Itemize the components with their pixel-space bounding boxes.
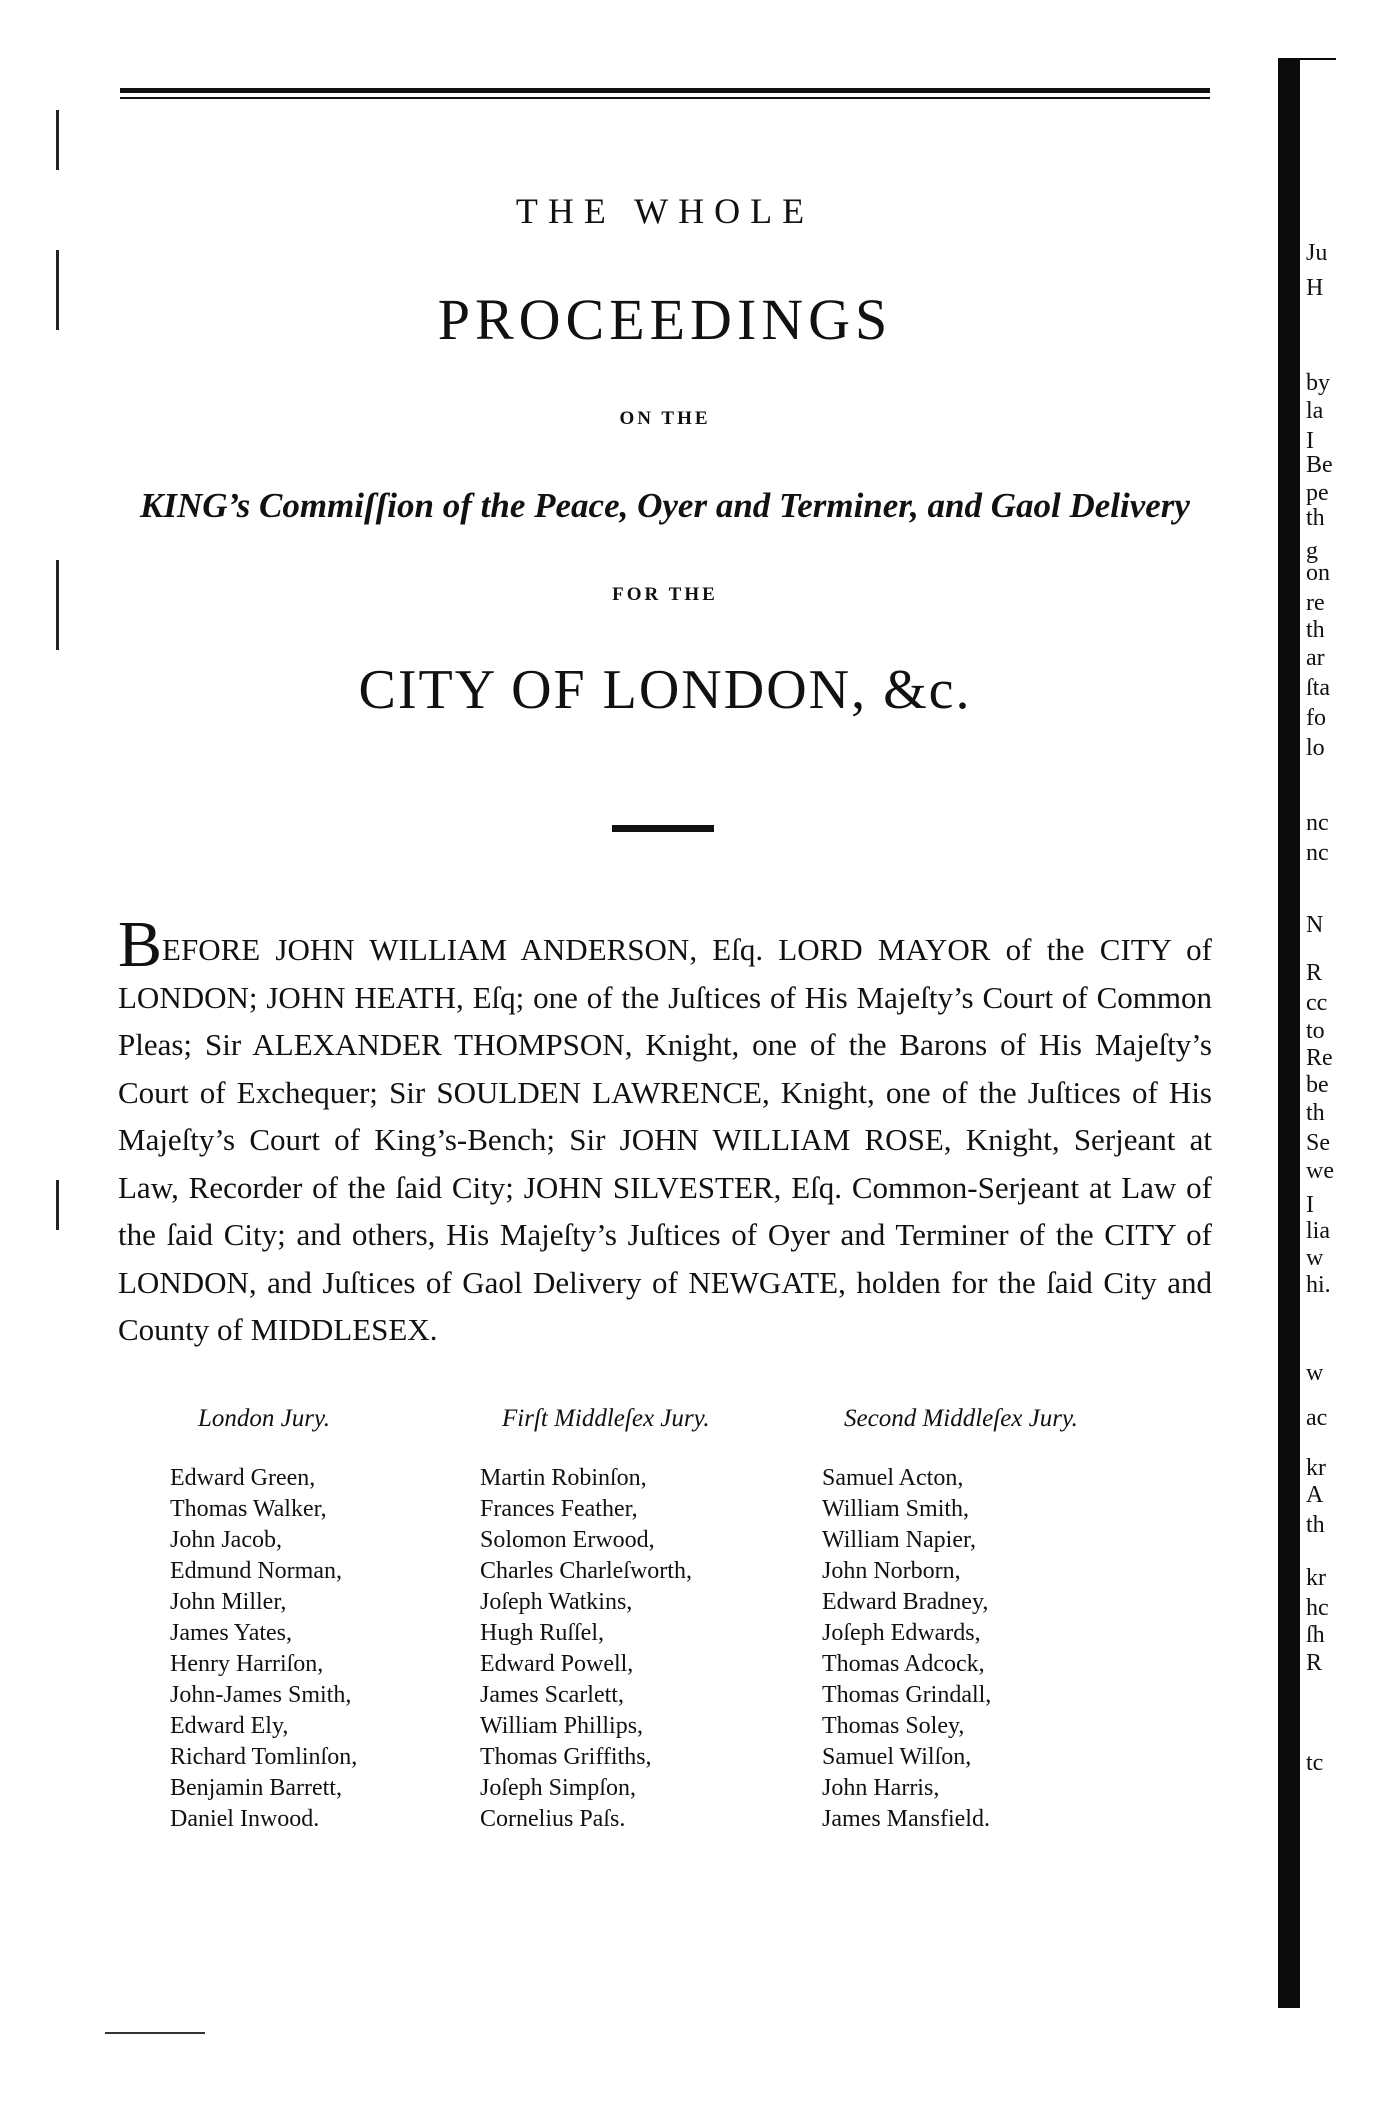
adjacent-page-fragment: g bbox=[1306, 538, 1318, 564]
juror-name: Edward Powell, bbox=[480, 1651, 634, 1677]
juror-name: James Yates, bbox=[170, 1620, 293, 1646]
adjacent-page-fragment: hc bbox=[1306, 1595, 1329, 1621]
adjacent-page-fragment: kr bbox=[1306, 1565, 1326, 1591]
adjacent-page-fragment: be bbox=[1306, 1072, 1329, 1098]
adjacent-page-fragment: la bbox=[1306, 398, 1324, 424]
adjacent-page-fragment: tc bbox=[1306, 1750, 1324, 1776]
juror-name: Richard Tomlinſon, bbox=[170, 1744, 358, 1770]
commission-line: KING’s Commiſſion of the Peace, Oyer and Terminer, and Gaol Delivery bbox=[140, 486, 1190, 525]
juror-name: Edward Ely, bbox=[170, 1713, 289, 1739]
adjacent-page-fragment: H bbox=[1306, 275, 1324, 301]
adjacent-page-fragment: kr bbox=[1306, 1455, 1326, 1481]
margin-mark bbox=[56, 110, 59, 170]
city-heading: CITY OF LONDON, &c. bbox=[358, 659, 972, 721]
juror-name: Thomas Grindall, bbox=[822, 1682, 992, 1708]
juror-name: Edward Green, bbox=[170, 1465, 316, 1491]
adjacent-page-fragment: nc bbox=[1306, 810, 1329, 836]
paragraph-text: EFORE JOHN WILLIAM ANDERSON, Eſq. LORD MAYOR of the CITY of LONDON; JOHN HEATH, Eſq; one of the Juſtices of His Majeſty’s Court of Common Pleas; Sir ALEXANDER THOMPSON, Knight, one of the Barons of His Majeſty’s Court of Exchequer; Sir SOULDEN LAWRENCE, Knight, one of the Juſtices of His Majeſty’s Court of King’s-Bench; Sir JOHN WILLIAM ROSE, Knight, Serjeant at Law, Recorder of the ſaid City; JOHN SILVESTER, Eſq. Common-Serjeant at Law of the ſaid City; and others, His Majeſty’s Juſtices of Oyer and Terminer of the CITY of LONDON, and Juſtices of Gaol Delivery of NEWGATE, holden for the ſaid City and County of MIDDLESEX. bbox=[118, 932, 1212, 1347]
jury-heading: Firſt Middleſex Jury. bbox=[502, 1405, 710, 1432]
adjacent-page-fragment: ar bbox=[1306, 645, 1325, 671]
adjacent-page-fragment: Se bbox=[1306, 1130, 1330, 1156]
juror-name: William Smith, bbox=[822, 1496, 970, 1522]
juror-name: Samuel Wilſon, bbox=[822, 1744, 972, 1770]
juror-name: Joſeph Simpſon, bbox=[480, 1775, 637, 1801]
margin-mark bbox=[56, 250, 59, 330]
jury-list bbox=[480, 1463, 710, 1835]
adjacent-page-fragment: nc bbox=[1306, 840, 1329, 866]
adjacent-page-fragment: th bbox=[1306, 617, 1325, 643]
subtitle-for-the: FOR THE bbox=[612, 584, 718, 605]
section-divider bbox=[612, 825, 714, 832]
adjacent-page-fragment: cc bbox=[1306, 990, 1328, 1016]
juror-name: William Phillips, bbox=[480, 1713, 644, 1739]
adjacent-page-fragment: by bbox=[1306, 370, 1330, 396]
adjacent-page-fragment: Ju bbox=[1306, 240, 1328, 266]
header-rule bbox=[120, 88, 1210, 93]
adjacent-page-fragment: Be bbox=[1306, 452, 1333, 478]
adjacent-page-fragment: R bbox=[1306, 1650, 1323, 1676]
jury-column-london bbox=[170, 1405, 357, 1835]
juror-name: Thomas Soley, bbox=[822, 1713, 965, 1739]
adjacent-page-fragment: I bbox=[1306, 1192, 1314, 1218]
title-small: THE WHOLE bbox=[515, 191, 815, 231]
title-main: PROCEEDINGS bbox=[437, 287, 893, 352]
adjacent-page-fragment: lo bbox=[1306, 735, 1325, 761]
drop-cap: B bbox=[118, 908, 163, 981]
juror-name: Cornelius Paſs. bbox=[480, 1806, 626, 1832]
adjacent-page-fragment: I bbox=[1306, 428, 1314, 454]
adjacent-page-fragment: re bbox=[1306, 590, 1325, 616]
adjacent-page-fragment: ſh bbox=[1306, 1622, 1325, 1648]
adjacent-page-fragment: on bbox=[1306, 560, 1330, 586]
juror-name: William Napier, bbox=[822, 1527, 977, 1553]
juror-name: James Mansfield. bbox=[822, 1806, 990, 1832]
adjacent-page-fragment: R bbox=[1306, 960, 1323, 986]
jury-heading: London Jury. bbox=[198, 1405, 330, 1432]
juror-name: Henry Harriſon, bbox=[170, 1651, 324, 1677]
adjacent-page-fragment: lia bbox=[1306, 1218, 1330, 1244]
juror-name: John Jacob, bbox=[170, 1527, 282, 1553]
juror-name: John Harris, bbox=[822, 1775, 940, 1801]
juror-name: Daniel Inwood. bbox=[170, 1806, 320, 1832]
juror-name: Thomas Griffiths, bbox=[480, 1744, 652, 1770]
adjacent-page-fragment: w bbox=[1306, 1245, 1324, 1271]
adjacent-page-fragment: th bbox=[1306, 1100, 1325, 1126]
adjacent-page-fragment: to bbox=[1306, 1018, 1325, 1044]
adjacent-page-fragment: hi. bbox=[1306, 1272, 1331, 1298]
adjacent-page-fragment: w bbox=[1306, 1360, 1324, 1386]
juror-name: Martin Robinſon, bbox=[480, 1465, 647, 1491]
juror-name: Joſeph Watkins, bbox=[480, 1589, 633, 1615]
jury-list bbox=[170, 1463, 357, 1835]
juror-name: Samuel Acton, bbox=[822, 1465, 964, 1491]
juror-name: Frances Feather, bbox=[480, 1496, 638, 1522]
adjacent-page-fragment: A bbox=[1306, 1482, 1324, 1508]
jury-column-second-middlesex bbox=[822, 1405, 1078, 1835]
juror-name: Solomon Erwood, bbox=[480, 1527, 655, 1553]
juror-name: Benjamin Barrett, bbox=[170, 1775, 342, 1801]
juror-name: Thomas Adcock, bbox=[822, 1651, 985, 1677]
juror-name: Hugh Ruſſel, bbox=[480, 1620, 604, 1646]
adjacent-page-fragment: Re bbox=[1306, 1045, 1333, 1071]
juror-name: Edward Bradney, bbox=[822, 1589, 989, 1615]
jury-heading: Second Middleſex Jury. bbox=[844, 1405, 1078, 1432]
jury-column-first-middlesex bbox=[480, 1405, 710, 1835]
adjacent-page-fragment: pe bbox=[1306, 480, 1329, 506]
court-paragraph bbox=[118, 908, 1212, 1354]
adjacent-page-fragment: th bbox=[1306, 1512, 1325, 1538]
margin-mark bbox=[56, 560, 59, 650]
margin-mark bbox=[56, 1180, 59, 1230]
juror-name: Thomas Walker, bbox=[170, 1496, 327, 1522]
header-rule-thin bbox=[120, 97, 1210, 99]
juror-name: James Scarlett, bbox=[480, 1682, 624, 1708]
juror-name: John Miller, bbox=[170, 1589, 287, 1615]
adjacent-page-fragment: ac bbox=[1306, 1405, 1328, 1431]
juror-name: John-James Smith, bbox=[170, 1682, 352, 1708]
adjacent-page-fragment: N bbox=[1306, 912, 1324, 938]
subtitle-on-the: ON THE bbox=[619, 408, 711, 429]
adjacent-page-fragment: ſta bbox=[1306, 675, 1330, 701]
footer-rule bbox=[105, 2032, 205, 2034]
juror-name: Charles Charleſworth, bbox=[480, 1558, 692, 1584]
jury-list bbox=[822, 1463, 1078, 1835]
adjacent-page-fragment: we bbox=[1306, 1158, 1334, 1184]
adjacent-page-fragment: th bbox=[1306, 505, 1325, 531]
juror-name: John Norborn, bbox=[822, 1558, 961, 1584]
adjacent-page-fragment: fo bbox=[1306, 705, 1326, 731]
juror-name: Edmund Norman, bbox=[170, 1558, 342, 1584]
juror-name: Joſeph Edwards, bbox=[822, 1620, 981, 1646]
